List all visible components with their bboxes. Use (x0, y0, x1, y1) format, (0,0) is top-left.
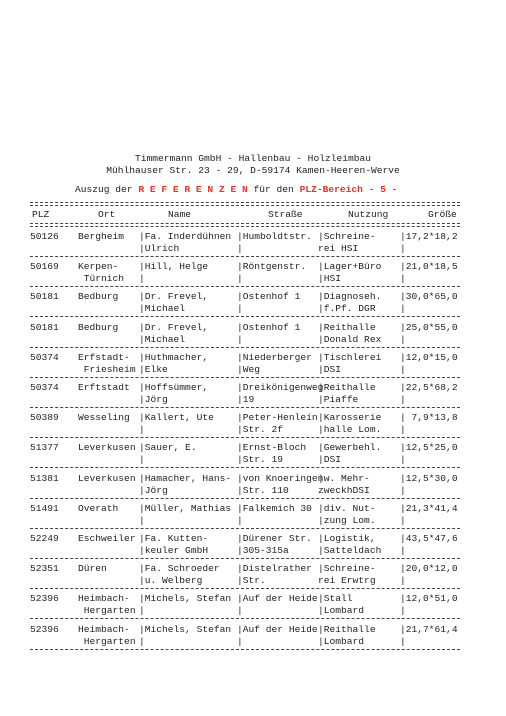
cell-strasse: |Dreikönigenweg |19 (237, 382, 324, 405)
column-header: PLZ (32, 209, 50, 220)
cell-groesse: |30,0*65,0 | (400, 291, 458, 315)
cell-strasse: |Röntgenstr. | (237, 261, 307, 285)
cell-plz: 50169 (30, 261, 59, 273)
cell-ort: Eschweiler (78, 533, 136, 544)
title-middle: für den (247, 184, 300, 195)
title-prefix: Auszug der (75, 184, 139, 195)
cell-groesse: |25,0*55,0 | (400, 321, 458, 345)
cell-name: |Dr. Frevel, |Michael (139, 291, 209, 315)
column-header: Nutzung (348, 209, 389, 220)
cell-strasse: |Auf der Heide | (237, 623, 318, 647)
cell-plz: 51491 (30, 502, 59, 514)
cell-plz: 52396 (30, 623, 59, 635)
cell-groesse: |12,5*30,0 | (400, 472, 458, 496)
cell-groesse: |20,0*12,0 | (400, 563, 458, 587)
row-separator (30, 528, 460, 529)
cell-ort: Heimbach- Hergarten (78, 623, 136, 647)
cell-strasse: |Auf der Heide | (237, 593, 318, 617)
row-separator (30, 467, 460, 468)
cell-plz: 51377 (30, 442, 59, 454)
cell-groesse: |12,5*25,0 | (400, 442, 458, 466)
cell-groesse: |43,5*47,6 | (400, 533, 458, 556)
cell-nutzung: |Karosserie |halle Lom. (318, 412, 382, 436)
cell-groesse: | 7,9*13,8 | (400, 412, 458, 436)
cell-name: |Müller, Mathias | (139, 502, 232, 526)
cell-nutzung: |Schreine- rei HSI (318, 231, 376, 254)
row-separator (30, 377, 460, 378)
cell-strasse: |Dürener Str. |305-315a (237, 533, 312, 556)
cell-strasse: |Falkemich 30 | (237, 502, 312, 526)
cell-nutzung: |Reithalle |Donald Rex (318, 321, 382, 345)
cell-name: |Fa. Kutten- |keuler GmbH (139, 533, 209, 556)
row-separator (30, 347, 460, 348)
cell-strasse: |Niederberger |Weg (237, 351, 312, 375)
cell-ort: Erftstadt (78, 382, 130, 393)
cell-nutzung: |Schreine- rei Erwtrg (318, 563, 376, 587)
row-separator (30, 286, 460, 287)
cell-plz: 50126 (30, 231, 59, 242)
cell-ort: Bedburg (78, 291, 119, 303)
cell-groesse: |17,2*18,2 | (400, 231, 458, 254)
cell-nutzung: |Reithalle |Piaffe (318, 382, 376, 405)
row-separator (30, 498, 460, 499)
cell-ort: Overath (78, 502, 119, 514)
cell-name: |Sauer, E. | (139, 442, 197, 466)
cell-groesse: |22,5*68,2 | (400, 382, 458, 405)
cell-nutzung: |Diagnoseh. |f.Pf. DGR (318, 291, 382, 315)
cell-name: |Huthmacher, |Elke (139, 351, 209, 375)
cell-strasse: |Ostenhof 1 | (237, 321, 301, 345)
cell-ort: Leverkusen (78, 472, 136, 484)
header-top-rule (30, 202, 460, 206)
cell-nutzung: |div. Nut- |zung Lom. (318, 502, 376, 526)
cell-groesse: |21,3*41,4 | (400, 502, 458, 526)
column-header: Größe (428, 209, 457, 220)
cell-ort: Düren (78, 563, 107, 575)
cell-ort: Kerpen- Türnich (78, 261, 125, 285)
cell-nutzung: |Logistik, |Satteldach (318, 533, 382, 556)
cell-strasse: |Humboldtstr. | (237, 231, 312, 254)
title-emphasis: R E F E R E N Z E N (138, 184, 248, 195)
cell-name: |Fa. Inderdühnen |Ulrich (139, 231, 232, 254)
cell-strasse: |Ostenhof 1 | (237, 291, 301, 315)
cell-plz: 52351 (30, 563, 59, 575)
header-bottom-rule (30, 223, 460, 227)
column-header: Straße (268, 209, 303, 220)
cell-name: |Hill, Helge | (139, 261, 209, 285)
cell-plz: 50181 (30, 291, 59, 303)
cell-plz: 50389 (30, 412, 59, 424)
cell-groesse: |12,0*51,0 | (400, 593, 458, 617)
cell-plz: 50181 (30, 321, 59, 333)
cell-plz: 51381 (30, 472, 59, 484)
cell-ort: Erfstadt- Friesheim (78, 351, 136, 375)
cell-nutzung: |Gewerbehl. |DSI (318, 442, 382, 466)
cell-ort: Heimbach- Hergarten (78, 593, 136, 617)
row-separator (30, 649, 460, 650)
cell-ort: Bergheim (78, 231, 125, 242)
company-address: Mühlhauser Str. 23 - 29, D-59174 Kamen-Heeren-Werve (106, 165, 400, 176)
row-separator (30, 558, 460, 559)
row-separator (30, 256, 460, 257)
cell-strasse: |Peter-Henlein |Str. 2f (237, 412, 318, 436)
cell-name: |Fa. Schroeder |u. Welberg (139, 563, 220, 587)
cell-ort: Leverkusen (78, 442, 136, 454)
cell-ort: Wesseling (78, 412, 130, 424)
row-separator (30, 316, 460, 317)
cell-nutzung: |w. Mehr- zweckhDSI (318, 472, 370, 496)
document-title (75, 184, 397, 195)
cell-plz: 50374 (30, 351, 59, 363)
cell-name: |Hamacher, Hans- |Jörg (139, 472, 232, 496)
cell-plz: 50374 (30, 382, 59, 393)
cell-name: |Kallert, Ute | (139, 412, 214, 436)
cell-nutzung: |Tischlerei |DSI (318, 351, 382, 375)
cell-groesse: |12,0*15,0 | (400, 351, 458, 375)
cell-nutzung: |Reithalle |Lombard (318, 623, 376, 647)
cell-strasse: |Distelrather |Str. (237, 563, 312, 587)
cell-groesse: |21,0*18,5 | (400, 261, 458, 285)
cell-name: |Michels, Stefan | (139, 623, 232, 647)
row-separator (30, 407, 460, 408)
company-name: Timmermann GmbH - Hallenbau - Holzleimbau (134, 153, 372, 164)
cell-plz: 52396 (30, 593, 59, 605)
row-separator (30, 437, 460, 438)
column-header: Ort (98, 209, 116, 220)
cell-strasse: |von Knoeringen |Str. 110 (237, 472, 324, 496)
cell-nutzung: |Lager+Büro |HSI (318, 261, 382, 285)
cell-groesse: |21,7*61,4 | (400, 623, 458, 647)
cell-name: |Dr. Frevel, |Michael (139, 321, 209, 345)
cell-ort: Bedburg (78, 321, 119, 333)
row-separator (30, 588, 460, 589)
column-header: Name (168, 209, 192, 220)
cell-plz: 52249 (30, 533, 59, 544)
row-separator (30, 618, 460, 619)
cell-strasse: |Ernst-Bloch |Str. 19 (237, 442, 307, 466)
cell-name: |Hoffsümmer, |Jörg (139, 382, 209, 405)
cell-nutzung: |Stall |Lombard (318, 593, 365, 617)
cell-name: |Michels, Stefan | (139, 593, 232, 617)
title-region: PLZ-Bereich - 5 - (299, 184, 398, 195)
